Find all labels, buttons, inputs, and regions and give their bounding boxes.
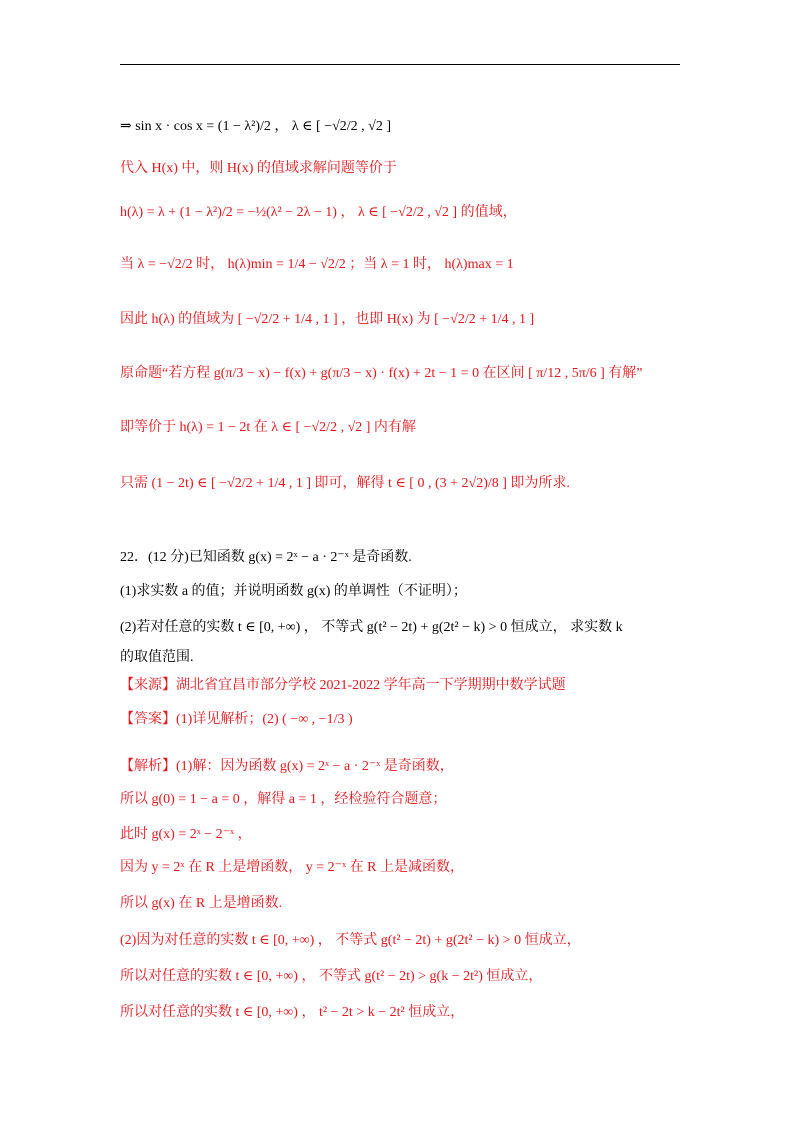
text-line-5: 因此 h(λ) 的值域为 [ −√2/2 + 1/4 , 1 ] ，也即 H(x) 为 [ −√2/2 + 1/4 , 1 ] [120,312,535,327]
analysis-line-5: 所以 g(x) 在 R 上是增函数. [120,896,283,911]
problem-22-part-2: (2)若对任意的实数 t ∈ [0, +∞) ， 不等式 g(t² − 2t) + g(2t² − k) > 0 恒成立， 求实数 k [120,620,623,635]
text-line-3: h(λ) = λ + (1 − λ²)/2 = −½(λ² − 2λ − 1) ， λ ∈ [ −√2/2 , √2 ] 的值域， [120,205,517,220]
text-line-1: ⇒ sin x · cos x = (1 − λ²)/2 ， λ ∈ [ −√2/2 , √2 ] [120,119,392,134]
problem-22-statement: 22．(12 分)已知函数 g(x) = 2ˣ − a · 2⁻ˣ 是奇函数. [120,550,412,565]
analysis-line-7: 所以对任意的实数 t ∈ [0, +∞) ， 不等式 g(t² − 2t) > g(k − 2t²) 恒成立， [120,969,543,984]
analysis-line-4: 因为 y = 2ˣ 在 R 上是增函数， y = 2⁻ˣ 在 R 上是减函数， [120,860,464,875]
analysis-line-8: 所以对任意的实数 t ∈ [0, +∞) ， t² − 2t > k − 2t² 恒成立， [120,1005,465,1020]
text-line-7: 即等价于 h(λ) = 1 − 2t 在 λ ∈ [ −√2/2 , √2 ] 内有解 [120,420,416,435]
answer-line: 【答案】(1)详见解析；(2) ( −∞ , −1/3 ) [120,712,353,727]
text-line-6: 原命题“若方程 g(π/3 − x) − f(x) + g(π/3 − x) · f(x) + 2t − 1 = 0 在区间 [ π/12 , 5π/6 ] 有解” [120,366,643,381]
analysis-line-1: 【解析】(1)解：因为函数 g(x) = 2ˣ − a · 2⁻ˣ 是奇函数， [120,759,454,774]
text-line-4: 当 λ = −√2/2 时， h(λ)min = 1/4 − √2/2 ；当 λ = 1 时， h(λ)max = 1 [120,257,514,272]
text-line-8: 只需 (1 − 2t) ∈ [ −√2/2 + 1/4 , 1 ] 即可，解得 t ∈ [ 0 , (3 + 2√2)/8 ] 即为所求. [120,476,570,491]
analysis-line-2: 所以 g(0) = 1 − a = 0 ，解得 a = 1 ，经检验符合题意； [120,792,447,807]
problem-22-part-1: (1)求实数 a 的值；并说明函数 g(x) 的单调性（不证明）； [120,584,467,599]
analysis-line-3: 此时 g(x) = 2ˣ − 2⁻ˣ ， [120,827,252,842]
header-rule [120,64,680,65]
problem-22-part-2-cont: 的取值范围. [120,650,194,665]
text-line-2: 代入 H(x) 中，则 H(x) 的值域求解问题等价于 [120,161,397,176]
source-line: 【来源】湖北省宜昌市部分学校 2021-2022 学年高一下学期期中数学试题 [120,678,566,693]
analysis-line-6: (2)因为对任意的实数 t ∈ [0, +∞) ， 不等式 g(t² − 2t) + g(2t² − k) > 0 恒成立， [120,933,581,948]
